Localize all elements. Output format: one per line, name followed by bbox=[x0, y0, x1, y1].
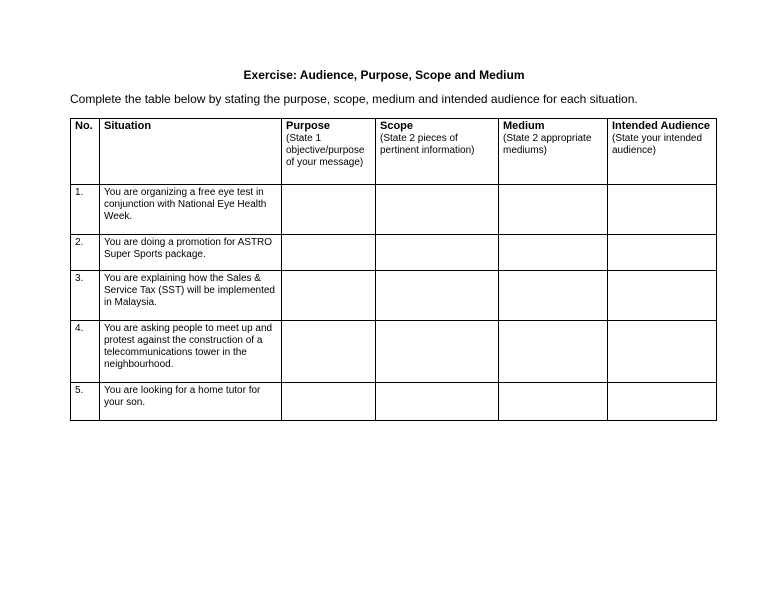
row-number bbox=[71, 185, 100, 235]
document-title: Exercise: Audience, Purpose, Scope and Medium bbox=[243, 68, 525, 82]
row-number-text: 2. bbox=[75, 237, 84, 248]
header-situation bbox=[100, 119, 282, 185]
scope-cell[interactable] bbox=[376, 271, 499, 321]
medium-cell[interactable] bbox=[499, 235, 608, 271]
row-number bbox=[71, 271, 100, 321]
medium-cell[interactable] bbox=[499, 321, 608, 383]
row-number-text: 1. bbox=[75, 187, 84, 198]
table-row bbox=[71, 271, 717, 321]
situation-cell bbox=[100, 321, 282, 383]
medium-cell[interactable] bbox=[499, 185, 608, 235]
audience-cell[interactable] bbox=[608, 271, 717, 321]
scope-cell[interactable] bbox=[376, 321, 499, 383]
exercise-table bbox=[70, 118, 717, 421]
header-situation-label: Situation bbox=[104, 120, 152, 132]
scope-cell[interactable] bbox=[376, 383, 499, 421]
header-purpose bbox=[282, 119, 376, 185]
purpose-cell[interactable] bbox=[282, 321, 376, 383]
header-audience bbox=[608, 119, 717, 185]
purpose-cell[interactable] bbox=[282, 383, 376, 421]
table-row bbox=[71, 185, 717, 235]
situation-cell bbox=[100, 383, 282, 421]
audience-cell[interactable] bbox=[608, 383, 717, 421]
header-medium bbox=[499, 119, 608, 185]
header-audience-label: Intended Audience bbox=[612, 120, 710, 132]
row-number bbox=[71, 383, 100, 421]
scope-cell[interactable] bbox=[376, 235, 499, 271]
table-header-row bbox=[71, 119, 717, 185]
situation-text: You are explaining how the Sales & Service Tax (SST) will be implemented in Malaysia. bbox=[104, 273, 275, 308]
row-number bbox=[71, 235, 100, 271]
row-number-text: 3. bbox=[75, 273, 84, 284]
audience-cell[interactable] bbox=[608, 235, 717, 271]
audience-cell[interactable] bbox=[608, 321, 717, 383]
table-row bbox=[71, 321, 717, 383]
table-row bbox=[71, 235, 717, 271]
header-medium-note: (State 2 appropriate mediums) bbox=[503, 133, 592, 156]
scope-cell[interactable] bbox=[376, 185, 499, 235]
header-no bbox=[71, 119, 100, 185]
situation-text: You are looking for a home tutor for your son. bbox=[104, 385, 261, 408]
header-purpose-label: Purpose bbox=[286, 120, 331, 132]
header-scope bbox=[376, 119, 499, 185]
situation-cell bbox=[100, 271, 282, 321]
header-scope-note: (State 2 pieces of pertinent information) bbox=[380, 133, 475, 156]
audience-cell[interactable] bbox=[608, 185, 717, 235]
header-medium-label: Medium bbox=[503, 120, 545, 132]
row-number bbox=[71, 321, 100, 383]
row-number-text: 4. bbox=[75, 323, 84, 334]
situation-cell bbox=[100, 185, 282, 235]
instructions-text: Complete the table below by stating the purpose, scope, medium and intended audience for each situation. bbox=[70, 92, 638, 106]
situation-text: You are asking people to meet up and protest against the construction of a telecommunications tower in the neighbourhood. bbox=[104, 323, 273, 370]
table-row bbox=[71, 383, 717, 421]
header-scope-label: Scope bbox=[380, 120, 414, 132]
header-no-label: No. bbox=[75, 120, 93, 132]
header-audience-note: (State your intended audience) bbox=[612, 133, 703, 156]
header-purpose-note: (State 1 objective/purpose of your message) bbox=[286, 133, 365, 168]
purpose-cell[interactable] bbox=[282, 235, 376, 271]
row-number-text: 5. bbox=[75, 385, 84, 396]
situation-text: You are organizing a free eye test in conjunction with National Eye Health Week. bbox=[104, 187, 267, 222]
medium-cell[interactable] bbox=[499, 383, 608, 421]
situation-cell bbox=[100, 235, 282, 271]
situation-text: You are doing a promotion for ASTRO Super Sports package. bbox=[104, 237, 273, 260]
purpose-cell[interactable] bbox=[282, 185, 376, 235]
medium-cell[interactable] bbox=[499, 271, 608, 321]
purpose-cell[interactable] bbox=[282, 271, 376, 321]
